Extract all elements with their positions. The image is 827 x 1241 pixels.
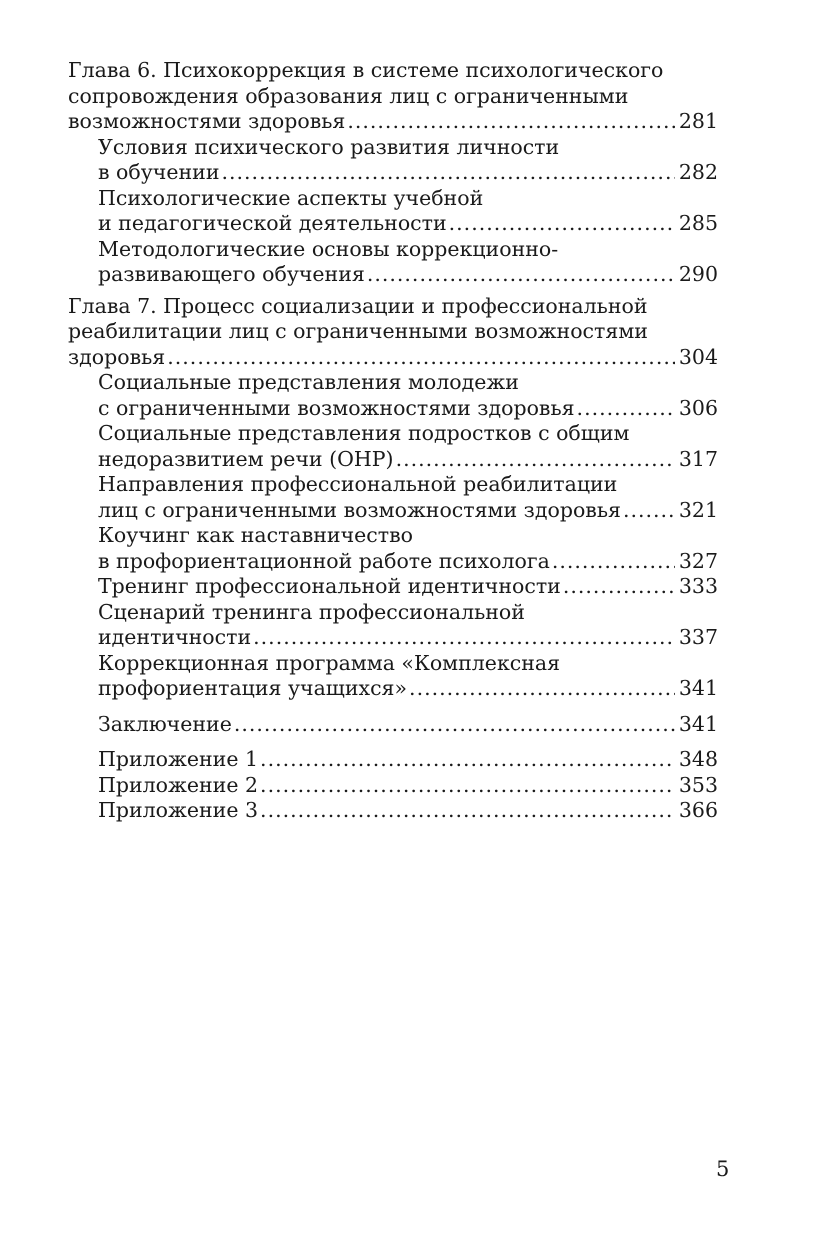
toc-entry-leader-row — [98, 396, 718, 422]
toc-page-number: 321 — [678, 497, 718, 522]
dot-leader — [552, 549, 675, 575]
toc-page-number: 337 — [678, 625, 718, 649]
toc-page-number: 341 — [678, 711, 718, 736]
toc-chapter-entry — [68, 294, 718, 371]
dot-leader — [167, 345, 675, 371]
dot-leader — [347, 109, 675, 135]
toc-entry-title-line: Социальные представления подростков с общим — [98, 421, 630, 445]
toc-entry-title-line: и педагогической деятельности — [98, 211, 447, 235]
toc-entry-leader-row — [98, 211, 718, 237]
toc-section-entry — [68, 135, 718, 186]
dot-leader — [260, 798, 675, 824]
toc-entry-title-line: сопровождения образования лиц с ограниченными — [68, 83, 629, 108]
toc-entry-leader-row — [98, 712, 718, 738]
toc-entry-title-line: Глава 6. Психокоррекция в системе психологического — [68, 58, 664, 82]
dot-leader — [253, 625, 675, 651]
toc-entry-leader-row — [98, 798, 718, 824]
toc-page-number: 366 — [678, 798, 718, 822]
toc-entry-title-line: Психологические аспекты учебной — [98, 185, 484, 210]
toc-entry-title-line: недоразвитием речи (ОНР) — [98, 446, 394, 471]
toc-entry-title-line: Глава 7. Процесс социализации и профессиональной — [68, 293, 648, 318]
toc-entry-title-line: Приложение 2 — [98, 772, 259, 797]
toc-entry-leader-row — [98, 625, 718, 651]
toc-page-number: 317 — [678, 446, 718, 471]
toc-section-entry — [68, 523, 718, 574]
toc-entry-leader-row — [98, 447, 718, 473]
table-of-contents — [68, 58, 718, 824]
toc-page-number: 353 — [678, 772, 718, 797]
toc-entry-title-line: идентичности — [98, 625, 252, 649]
toc-entry-leader-row — [98, 549, 718, 575]
toc-section-entry — [68, 798, 718, 824]
toc-page-number: 304 — [678, 344, 718, 369]
toc-entry-title-line: Методологические основы коррекционно- — [98, 236, 559, 261]
toc-entry-leader-row — [98, 773, 718, 799]
toc-entry-leader-row — [68, 345, 718, 371]
toc-entry-title-line: профориентация учащихся» — [98, 676, 408, 700]
dot-leader — [260, 773, 675, 799]
toc-section-entry — [68, 712, 718, 738]
dot-leader — [577, 396, 675, 422]
toc-entry-title-line: в профориентационной работе психолога — [98, 548, 550, 573]
dot-leader — [563, 574, 675, 600]
dot-leader — [409, 676, 675, 702]
toc-page-number: 306 — [678, 395, 718, 420]
toc-entry-title-line: Коучинг как наставничество — [98, 523, 413, 547]
toc-section-entry — [68, 421, 718, 472]
toc-page-number: 285 — [678, 211, 718, 235]
toc-entry-title-line: Тренинг профессиональной идентичности — [98, 574, 561, 598]
dot-leader — [623, 498, 675, 524]
toc-entry-leader-row — [98, 574, 718, 600]
toc-section-entry — [68, 237, 718, 288]
toc-entry-title-line: лиц с ограниченными возможностями здоровья — [98, 497, 621, 522]
toc-section-entry — [68, 747, 718, 773]
toc-entry-title-line: возможностями здоровья — [68, 109, 346, 133]
toc-entry-leader-row — [98, 498, 718, 524]
toc-page-number: 333 — [678, 574, 718, 598]
toc-section-entry — [68, 472, 718, 523]
toc-entry-title-line: Коррекционная программа «Комплексная — [98, 650, 561, 675]
toc-entry-title-line: Заключение — [98, 711, 232, 736]
toc-entry-title-line: Условия психического развития личности — [98, 134, 560, 159]
dot-leader — [260, 747, 675, 773]
toc-section-entry — [68, 600, 718, 651]
toc-entry-title-line: здоровья — [68, 344, 166, 369]
toc-section-entry — [68, 574, 718, 600]
toc-entry-leader-row — [98, 160, 718, 186]
toc-section-entry — [68, 773, 718, 799]
toc-chapter-entry — [68, 58, 718, 135]
toc-entry-leader-row — [98, 676, 718, 702]
toc-page-number: 341 — [678, 676, 718, 700]
page-number: 5 — [716, 1157, 730, 1181]
toc-entry-title-line: Приложение 1 — [98, 747, 259, 771]
toc-page-number: 281 — [678, 109, 718, 133]
dot-leader — [234, 712, 675, 738]
dot-leader — [449, 211, 675, 237]
toc-entry-title-line: Сценарий тренинга профессиональной — [98, 599, 525, 624]
dot-leader — [221, 160, 674, 186]
dot-leader — [367, 262, 675, 288]
toc-page-number: 290 — [678, 262, 718, 286]
toc-section-entry — [68, 651, 718, 702]
toc-entry-title-line: развивающего обучения — [98, 262, 365, 286]
toc-section-entry — [68, 186, 718, 237]
toc-entry-leader-row — [98, 747, 718, 773]
dot-leader — [396, 447, 675, 473]
toc-page-number: 327 — [678, 548, 718, 573]
toc-entry-title-line: Социальные представления молодежи — [98, 370, 519, 394]
toc-entry-leader-row — [98, 262, 718, 288]
toc-section-entry — [68, 370, 718, 421]
toc-entry-title-line: Приложение 3 — [98, 798, 259, 822]
toc-page-number: 348 — [678, 747, 718, 771]
toc-entry-title-line: Направления профессиональной реабилитации — [98, 472, 618, 496]
toc-entry-title-line: в обучении — [98, 160, 220, 184]
toc-entry-title-line: реабилитации лиц с ограниченными возможностями — [68, 319, 648, 343]
toc-page-number: 282 — [678, 160, 718, 184]
toc-entry-title-line: с ограниченными возможностями здоровья — [98, 395, 575, 420]
toc-entry-leader-row — [68, 109, 718, 135]
